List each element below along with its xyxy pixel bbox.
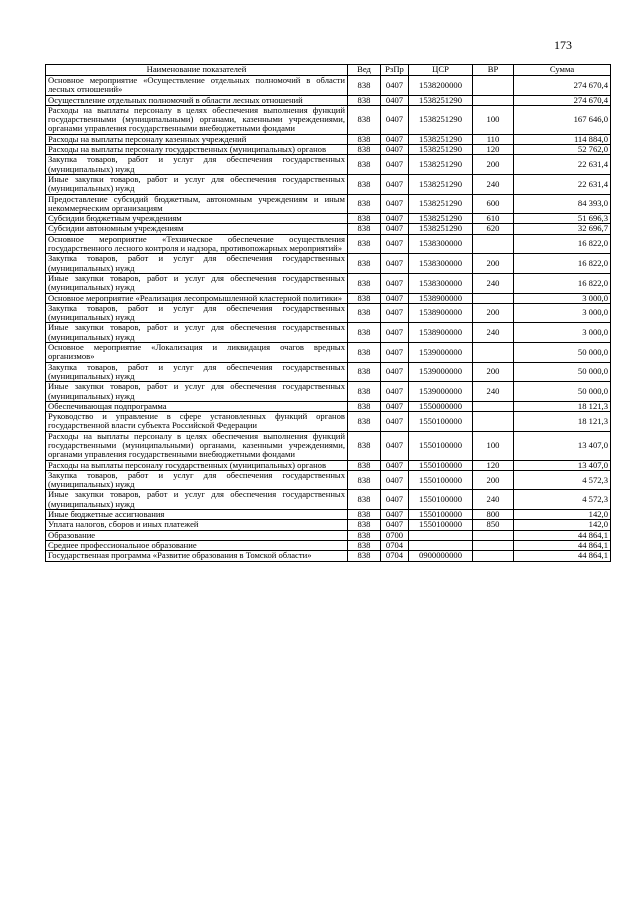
- cell-rzpr: 0407: [381, 470, 409, 490]
- cell-sum: 44 864,1: [514, 540, 611, 550]
- cell-rzpr: 0407: [381, 412, 409, 432]
- cell-ved: 838: [348, 470, 381, 490]
- cell-rzpr: 0407: [381, 214, 409, 224]
- cell-csr: 1538300000: [409, 234, 473, 254]
- table-row: [46, 273, 611, 293]
- cell-vr: [473, 293, 514, 303]
- cell-csr: 1550100000: [409, 431, 473, 460]
- cell-csr: 1538900000: [409, 323, 473, 343]
- cell-ved: 838: [348, 224, 381, 234]
- cell-rzpr: 0407: [381, 362, 409, 382]
- cell-csr: 1550100000: [409, 520, 473, 530]
- table-row: [46, 551, 611, 561]
- cell-name: Иные бюджетные ассигнования: [46, 510, 348, 520]
- cell-name: Расходы на выплаты персоналу казенных учреждений: [46, 134, 348, 144]
- cell-vr: [473, 76, 514, 96]
- cell-name: Уплата налогов, сборов и иных платежей: [46, 520, 348, 530]
- cell-vr: 240: [473, 323, 514, 343]
- table-row: [46, 540, 611, 550]
- cell-name: Субсидии автономным учреждениям: [46, 224, 348, 234]
- cell-csr: [409, 530, 473, 540]
- cell-ved: 838: [348, 234, 381, 254]
- cell-csr: 1538900000: [409, 293, 473, 303]
- cell-name: Основное мероприятие «Локализация и ликвидация очагов вредных организмов»: [46, 343, 348, 363]
- cell-vr: 240: [473, 382, 514, 402]
- cell-ved: 838: [348, 293, 381, 303]
- header-rzpr: РзПр: [381, 65, 409, 76]
- cell-rzpr: 0407: [381, 510, 409, 520]
- table-row: [46, 214, 611, 224]
- cell-rzpr: 0407: [381, 234, 409, 254]
- cell-ved: 838: [348, 303, 381, 323]
- table-row: [46, 234, 611, 254]
- cell-vr: 200: [473, 254, 514, 274]
- cell-sum: 50 000,0: [514, 382, 611, 402]
- cell-ved: 838: [348, 343, 381, 363]
- cell-sum: 167 646,0: [514, 105, 611, 134]
- cell-vr: 100: [473, 431, 514, 460]
- cell-rzpr: 0407: [381, 155, 409, 175]
- cell-ved: 838: [348, 174, 381, 194]
- cell-ved: 838: [348, 95, 381, 105]
- cell-sum: 3 000,0: [514, 293, 611, 303]
- cell-csr: 1550100000: [409, 460, 473, 470]
- table-row: [46, 510, 611, 520]
- cell-rzpr: 0407: [381, 460, 409, 470]
- cell-name: Основное мероприятие «Техническое обеспечение осуществления государственного лесного контроля и надзора, противопожарных мероприятий»: [46, 234, 348, 254]
- cell-sum: 22 631,4: [514, 155, 611, 175]
- cell-name: Предоставление субсидий бюджетным, автономным учреждениям и иным некоммерческим организациям: [46, 194, 348, 214]
- cell-csr: [409, 540, 473, 550]
- cell-csr: 0900000000: [409, 551, 473, 561]
- cell-csr: 1538251290: [409, 174, 473, 194]
- cell-csr: 1550100000: [409, 510, 473, 520]
- cell-rzpr: 0407: [381, 273, 409, 293]
- cell-vr: 600: [473, 194, 514, 214]
- cell-ved: 838: [348, 273, 381, 293]
- cell-csr: 1550100000: [409, 470, 473, 490]
- cell-ved: 838: [348, 510, 381, 520]
- table-row: [46, 105, 611, 134]
- cell-sum: 44 864,1: [514, 530, 611, 540]
- table-header-row: [46, 65, 611, 76]
- cell-vr: 200: [473, 362, 514, 382]
- cell-sum: 51 696,3: [514, 214, 611, 224]
- cell-sum: 16 822,0: [514, 234, 611, 254]
- header-name: Наименование показателей: [46, 65, 348, 76]
- cell-vr: 620: [473, 224, 514, 234]
- cell-csr: 1538251290: [409, 145, 473, 155]
- cell-rzpr: 0407: [381, 194, 409, 214]
- cell-sum: 50 000,0: [514, 362, 611, 382]
- cell-rzpr: 0407: [381, 431, 409, 460]
- cell-name: Расходы на выплаты персоналу государственных (муниципальных) органов: [46, 460, 348, 470]
- cell-name: Образование: [46, 530, 348, 540]
- cell-csr: 1539000000: [409, 362, 473, 382]
- cell-rzpr: 0407: [381, 401, 409, 411]
- cell-ved: 838: [348, 460, 381, 470]
- cell-vr: [473, 234, 514, 254]
- cell-name: Осуществление отдельных полномочий в области лесных отношений: [46, 95, 348, 105]
- cell-name: Закупка товаров, работ и услуг для обеспечения государственных (муниципальных) нужд: [46, 303, 348, 323]
- table-row: [46, 323, 611, 343]
- cell-sum: 16 822,0: [514, 273, 611, 293]
- cell-sum: 4 572,3: [514, 470, 611, 490]
- cell-name: Закупка товаров, работ и услуг для обеспечения государственных (муниципальных) нужд: [46, 254, 348, 274]
- table-row: [46, 155, 611, 175]
- cell-sum: 3 000,0: [514, 323, 611, 343]
- cell-vr: 200: [473, 303, 514, 323]
- cell-name: Закупка товаров, работ и услуг для обеспечения государственных (муниципальных) нужд: [46, 470, 348, 490]
- cell-sum: 114 884,0: [514, 134, 611, 144]
- cell-vr: 110: [473, 134, 514, 144]
- cell-vr: 200: [473, 155, 514, 175]
- table-row: [46, 412, 611, 432]
- cell-rzpr: 0407: [381, 382, 409, 402]
- cell-rzpr: 0407: [381, 174, 409, 194]
- cell-csr: 1538251290: [409, 224, 473, 234]
- cell-rzpr: 0407: [381, 343, 409, 363]
- cell-csr: 1538251290: [409, 214, 473, 224]
- cell-sum: 18 121,3: [514, 401, 611, 411]
- header-csr: ЦСР: [409, 65, 473, 76]
- cell-rzpr: 0704: [381, 540, 409, 550]
- table-row: [46, 293, 611, 303]
- table-row: [46, 224, 611, 234]
- cell-csr: 1550000000: [409, 401, 473, 411]
- cell-sum: 4 572,3: [514, 490, 611, 510]
- cell-csr: 1538251290: [409, 155, 473, 175]
- budget-table: [45, 64, 611, 562]
- cell-ved: 838: [348, 540, 381, 550]
- cell-vr: [473, 401, 514, 411]
- cell-vr: [473, 95, 514, 105]
- cell-vr: 240: [473, 174, 514, 194]
- cell-sum: 13 407,0: [514, 460, 611, 470]
- cell-name: Иные закупки товаров, работ и услуг для обеспечения государственных (муниципальных) нужд: [46, 490, 348, 510]
- cell-sum: 32 696,7: [514, 224, 611, 234]
- header-sum: Сумма: [514, 65, 611, 76]
- table-row: [46, 401, 611, 411]
- cell-rzpr: 0407: [381, 224, 409, 234]
- cell-name: Иные закупки товаров, работ и услуг для обеспечения государственных (муниципальных) нужд: [46, 323, 348, 343]
- cell-name: Основное мероприятие «Реализация лесопромышленной кластерной политики»: [46, 293, 348, 303]
- cell-name: Среднее профессиональное образование: [46, 540, 348, 550]
- cell-name: Иные закупки товаров, работ и услуг для обеспечения государственных (муниципальных) нужд: [46, 382, 348, 402]
- cell-csr: 1550100000: [409, 412, 473, 432]
- cell-csr: 1539000000: [409, 343, 473, 363]
- cell-rzpr: 0700: [381, 530, 409, 540]
- table-row: [46, 95, 611, 105]
- cell-vr: [473, 343, 514, 363]
- cell-ved: 838: [348, 145, 381, 155]
- cell-vr: [473, 540, 514, 550]
- cell-ved: 838: [348, 155, 381, 175]
- cell-name: Государственная программа «Развитие образования в Томской области»: [46, 551, 348, 561]
- cell-vr: 850: [473, 520, 514, 530]
- cell-ved: 838: [348, 520, 381, 530]
- cell-sum: 142,0: [514, 520, 611, 530]
- cell-sum: 142,0: [514, 510, 611, 520]
- cell-ved: 838: [348, 362, 381, 382]
- cell-ved: 838: [348, 551, 381, 561]
- cell-csr: 1538200000: [409, 76, 473, 96]
- cell-sum: 52 762,0: [514, 145, 611, 155]
- cell-ved: 838: [348, 105, 381, 134]
- table-row: [46, 145, 611, 155]
- cell-csr: 1539000000: [409, 382, 473, 402]
- cell-name: Обеспечивающая подпрограмма: [46, 401, 348, 411]
- cell-ved: 838: [348, 401, 381, 411]
- cell-csr: 1538251290: [409, 194, 473, 214]
- cell-vr: [473, 551, 514, 561]
- cell-csr: 1538251290: [409, 134, 473, 144]
- cell-rzpr: 0407: [381, 490, 409, 510]
- cell-ved: 838: [348, 530, 381, 540]
- cell-csr: 1538251290: [409, 105, 473, 134]
- cell-sum: 16 822,0: [514, 254, 611, 274]
- cell-rzpr: 0407: [381, 303, 409, 323]
- cell-name: Расходы на выплаты персоналу в целях обеспечения выполнения функций государственными (муниципальными) органами, казенными учреждениями, органами управления государственными внебюджетными фондами: [46, 431, 348, 460]
- table-row: [46, 134, 611, 144]
- table-row: [46, 254, 611, 274]
- cell-rzpr: 0407: [381, 293, 409, 303]
- table-row: [46, 76, 611, 96]
- cell-vr: 610: [473, 214, 514, 224]
- table-row: [46, 362, 611, 382]
- cell-sum: 3 000,0: [514, 303, 611, 323]
- cell-vr: 800: [473, 510, 514, 520]
- table-row: [46, 530, 611, 540]
- cell-name: Расходы на выплаты персоналу государственных (муниципальных) органов: [46, 145, 348, 155]
- cell-csr: 1538300000: [409, 273, 473, 293]
- table-row: [46, 194, 611, 214]
- cell-vr: 100: [473, 105, 514, 134]
- cell-vr: 200: [473, 470, 514, 490]
- table-row: [46, 520, 611, 530]
- cell-name: Закупка товаров, работ и услуг для обеспечения государственных (муниципальных) нужд: [46, 155, 348, 175]
- cell-rzpr: 0407: [381, 520, 409, 530]
- cell-name: Иные закупки товаров, работ и услуг для обеспечения государственных (муниципальных) нужд: [46, 273, 348, 293]
- cell-rzpr: 0407: [381, 95, 409, 105]
- cell-ved: 838: [348, 382, 381, 402]
- cell-sum: 22 631,4: [514, 174, 611, 194]
- table-row: [46, 470, 611, 490]
- cell-vr: 240: [473, 490, 514, 510]
- table-row: [46, 303, 611, 323]
- cell-rzpr: 0407: [381, 134, 409, 144]
- table-row: [46, 431, 611, 460]
- table-row: [46, 382, 611, 402]
- cell-rzpr: 0407: [381, 254, 409, 274]
- cell-ved: 838: [348, 254, 381, 274]
- cell-rzpr: 0407: [381, 76, 409, 96]
- header-ved: Вед: [348, 65, 381, 76]
- cell-ved: 838: [348, 76, 381, 96]
- table-row: [46, 460, 611, 470]
- cell-sum: 18 121,3: [514, 412, 611, 432]
- cell-sum: 13 407,0: [514, 431, 611, 460]
- cell-name: Руководство и управление в сфере установленных функций органов государственной власти субъекта Российской Федерации: [46, 412, 348, 432]
- header-vr: ВР: [473, 65, 514, 76]
- cell-sum: 44 864,1: [514, 551, 611, 561]
- cell-ved: 838: [348, 490, 381, 510]
- cell-ved: 838: [348, 431, 381, 460]
- cell-rzpr: 0407: [381, 323, 409, 343]
- cell-ved: 838: [348, 214, 381, 224]
- cell-sum: 274 670,4: [514, 76, 611, 96]
- table-row: [46, 490, 611, 510]
- cell-name: Основное мероприятие «Осуществление отдельных полномочий в области лесных отношений»: [46, 76, 348, 96]
- cell-vr: 120: [473, 460, 514, 470]
- table-body: [46, 76, 611, 562]
- cell-sum: 274 670,4: [514, 95, 611, 105]
- cell-vr: 120: [473, 145, 514, 155]
- cell-rzpr: 0704: [381, 551, 409, 561]
- cell-ved: 838: [348, 323, 381, 343]
- cell-ved: 838: [348, 134, 381, 144]
- cell-csr: 1538251290: [409, 95, 473, 105]
- cell-rzpr: 0407: [381, 105, 409, 134]
- cell-vr: 240: [473, 273, 514, 293]
- table-row: [46, 174, 611, 194]
- cell-ved: 838: [348, 194, 381, 214]
- cell-name: Иные закупки товаров, работ и услуг для обеспечения государственных (муниципальных) нужд: [46, 174, 348, 194]
- cell-sum: 84 393,0: [514, 194, 611, 214]
- cell-vr: [473, 530, 514, 540]
- cell-sum: 50 000,0: [514, 343, 611, 363]
- cell-csr: 1538300000: [409, 254, 473, 274]
- cell-csr: 1538900000: [409, 303, 473, 323]
- table-row: [46, 343, 611, 363]
- cell-name: Закупка товаров, работ и услуг для обеспечения государственных (муниципальных) нужд: [46, 362, 348, 382]
- cell-ved: 838: [348, 412, 381, 432]
- cell-rzpr: 0407: [381, 145, 409, 155]
- cell-vr: [473, 412, 514, 432]
- cell-name: Расходы на выплаты персоналу в целях обеспечения выполнения функций государственными (муниципальными) органами, казенными учреждениями, органами управления государственными внебюджетными фондами: [46, 105, 348, 134]
- page-number: 173: [554, 38, 572, 52]
- cell-csr: 1550100000: [409, 490, 473, 510]
- cell-name: Субсидии бюджетным учреждениям: [46, 214, 348, 224]
